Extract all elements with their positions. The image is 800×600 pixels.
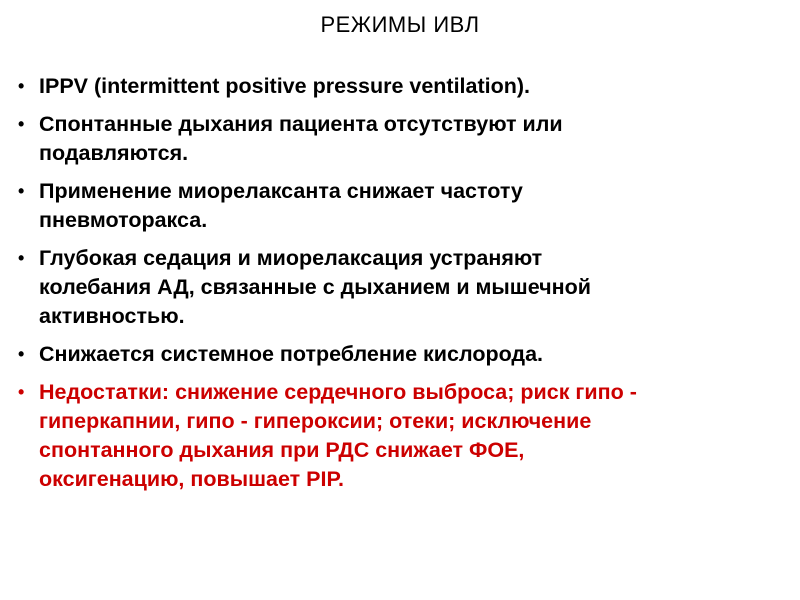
bullet-text: Глубокая седация и миорелаксация устраняют колебания АД, связанные с дыханием и мышечной активностью.: [39, 246, 591, 328]
bullet-text: Спонтанные дыхания пациента отсутствуют или подавляются.: [39, 112, 563, 165]
bullet-text: Недостатки: снижение сердечного выброса; риск гипо - гиперкапнии, гипо - гипероксии; отеки; исключение спонтанного дыхания при РДС снижает ФОЕ, оксигенацию, повышает PIP.: [39, 380, 637, 491]
bullet-list: [18, 72, 796, 503]
bullet-item-ippv: [18, 72, 796, 101]
bullet-text: Снижается системное потребление кислорода.: [39, 342, 544, 366]
bullet-icon: •: [18, 382, 25, 402]
bullet-item-sedation: [18, 244, 796, 331]
bullet-item-drawbacks: [18, 378, 796, 494]
bullet-item-muscle-relaxant: [18, 177, 796, 235]
bullet-icon: •: [18, 344, 25, 364]
bullet-item-oxygen: [18, 340, 796, 369]
slide-title: РЕЖИМЫ ИВЛ: [320, 12, 480, 37]
bullet-icon: •: [18, 76, 25, 96]
bullet-icon: •: [18, 181, 25, 201]
bullet-text: IPPV (intermittent positive pressure ventilation).: [39, 74, 531, 98]
bullet-icon: •: [18, 114, 25, 134]
bullet-text: Применение миорелаксанта снижает частоту пневмоторакса.: [39, 179, 523, 232]
bullet-item-spontaneous: [18, 110, 796, 168]
bullet-icon: •: [18, 248, 25, 268]
